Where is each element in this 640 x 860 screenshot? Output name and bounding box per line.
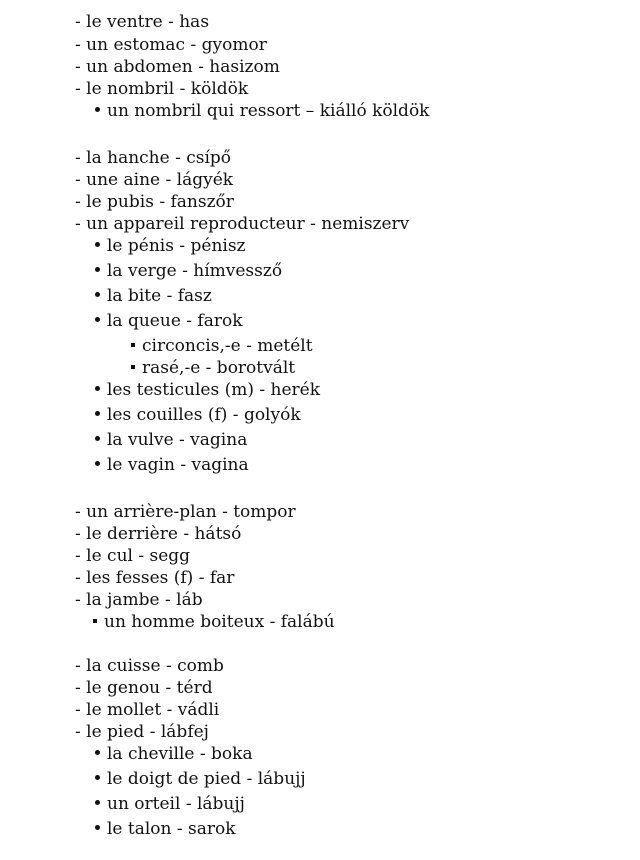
- vocab-subentry-text: un orteil - lábujj: [107, 794, 245, 814]
- bullet-dot-icon: [95, 750, 100, 755]
- vocab-subentry: [95, 379, 320, 401]
- vocab-subsubentry-text: circoncis,-e - metélt: [142, 336, 313, 356]
- vocab-entry: - la cuisse - comb: [75, 656, 224, 676]
- vocab-subentry-text: le pénis - pénisz: [107, 236, 246, 256]
- vocab-subentry: [95, 743, 253, 765]
- bullet-dot-icon: [95, 386, 100, 391]
- vocab-subentry: [95, 429, 247, 451]
- vocab-entry: - le cul - segg: [75, 546, 191, 566]
- vocab-entry: - un arrière-plan - tompor: [75, 502, 296, 522]
- bullet-dot-icon: [95, 411, 100, 416]
- bullet-dot-icon: [95, 292, 100, 297]
- vocab-subentry: [95, 768, 306, 790]
- vocab-subentry-text: les testicules (m) - herék: [107, 380, 321, 400]
- vocab-subentry-text: la cheville - boka: [107, 744, 253, 764]
- vocab-entry: - le genou - térd: [75, 678, 213, 698]
- vocab-entry: - un abdomen - hasizom: [75, 57, 280, 77]
- vocab-entry: - un estomac - gyomor: [75, 35, 267, 55]
- vocab-entry: - le nombril - köldök: [75, 79, 249, 99]
- vocab-subentry-text: un homme boiteux - falábú: [104, 612, 335, 632]
- vocab-entry: - le ventre - has: [75, 12, 210, 32]
- vocab-entry: - le pubis - fanszőr: [75, 192, 234, 212]
- vocab-subentry: [95, 404, 301, 426]
- vocab-subentry: [95, 235, 246, 257]
- bullet-square-icon: [93, 619, 97, 623]
- bullet-dot-icon: [95, 825, 100, 830]
- vocab-subentry: [93, 611, 335, 633]
- vocab-subentry-text: les couilles (f) - golyók: [107, 405, 301, 425]
- vocab-subentry-text: le talon - sarok: [107, 819, 236, 839]
- vocab-subentry-text: la bite - fasz: [107, 286, 212, 306]
- vocab-subentry: [95, 310, 243, 332]
- vocab-entry: - le mollet - vádli: [75, 700, 220, 720]
- vocab-entry: - une aine - lágyék: [75, 170, 234, 190]
- vocab-entry: - la jambe - láb: [75, 590, 203, 610]
- vocab-entry: - la hanche - csípő: [75, 148, 232, 168]
- vocab-subentry-text: un nombril qui ressort – kiálló köldök: [107, 101, 430, 121]
- vocab-subentry-text: la vulve - vagina: [107, 430, 248, 450]
- vocab-subentry: [95, 793, 245, 815]
- vocab-entry: - le pied - lábfej: [75, 722, 209, 742]
- vocab-subentry-text: la queue - farok: [107, 311, 243, 331]
- bullet-dot-icon: [95, 242, 100, 247]
- vocab-subentry: [95, 260, 282, 282]
- bullet-dot-icon: [95, 317, 100, 322]
- vocab-subentry: [95, 100, 429, 122]
- bullet-dot-icon: [95, 436, 100, 441]
- bullet-square-icon: [131, 343, 135, 347]
- vocab-subsubentry-text: rasé,-e - borotvált: [142, 358, 296, 378]
- bullet-dot-icon: [95, 267, 100, 272]
- vocab-subentry-text: le doigt de pied - lábujj: [107, 769, 306, 789]
- vocab-entry: - les fesses (f) - far: [75, 568, 235, 588]
- vocab-subentry-text: la verge - hímvessző: [107, 261, 283, 281]
- vocab-subentry: [95, 454, 249, 476]
- vocab-subsubentry: [131, 357, 295, 379]
- vocab-subentry-text: le vagin - vagina: [107, 455, 249, 475]
- vocab-entry: - un appareil reproducteur - nemiszerv: [75, 214, 410, 234]
- bullet-dot-icon: [95, 461, 100, 466]
- vocab-subentry: [95, 285, 212, 307]
- vocab-subsubentry: [131, 335, 313, 357]
- bullet-square-icon: [131, 365, 135, 369]
- vocab-subentry: [95, 818, 236, 840]
- bullet-dot-icon: [95, 107, 100, 112]
- bullet-dot-icon: [95, 800, 100, 805]
- vocab-entry: - le derrière - hátsó: [75, 524, 242, 544]
- bullet-dot-icon: [95, 775, 100, 780]
